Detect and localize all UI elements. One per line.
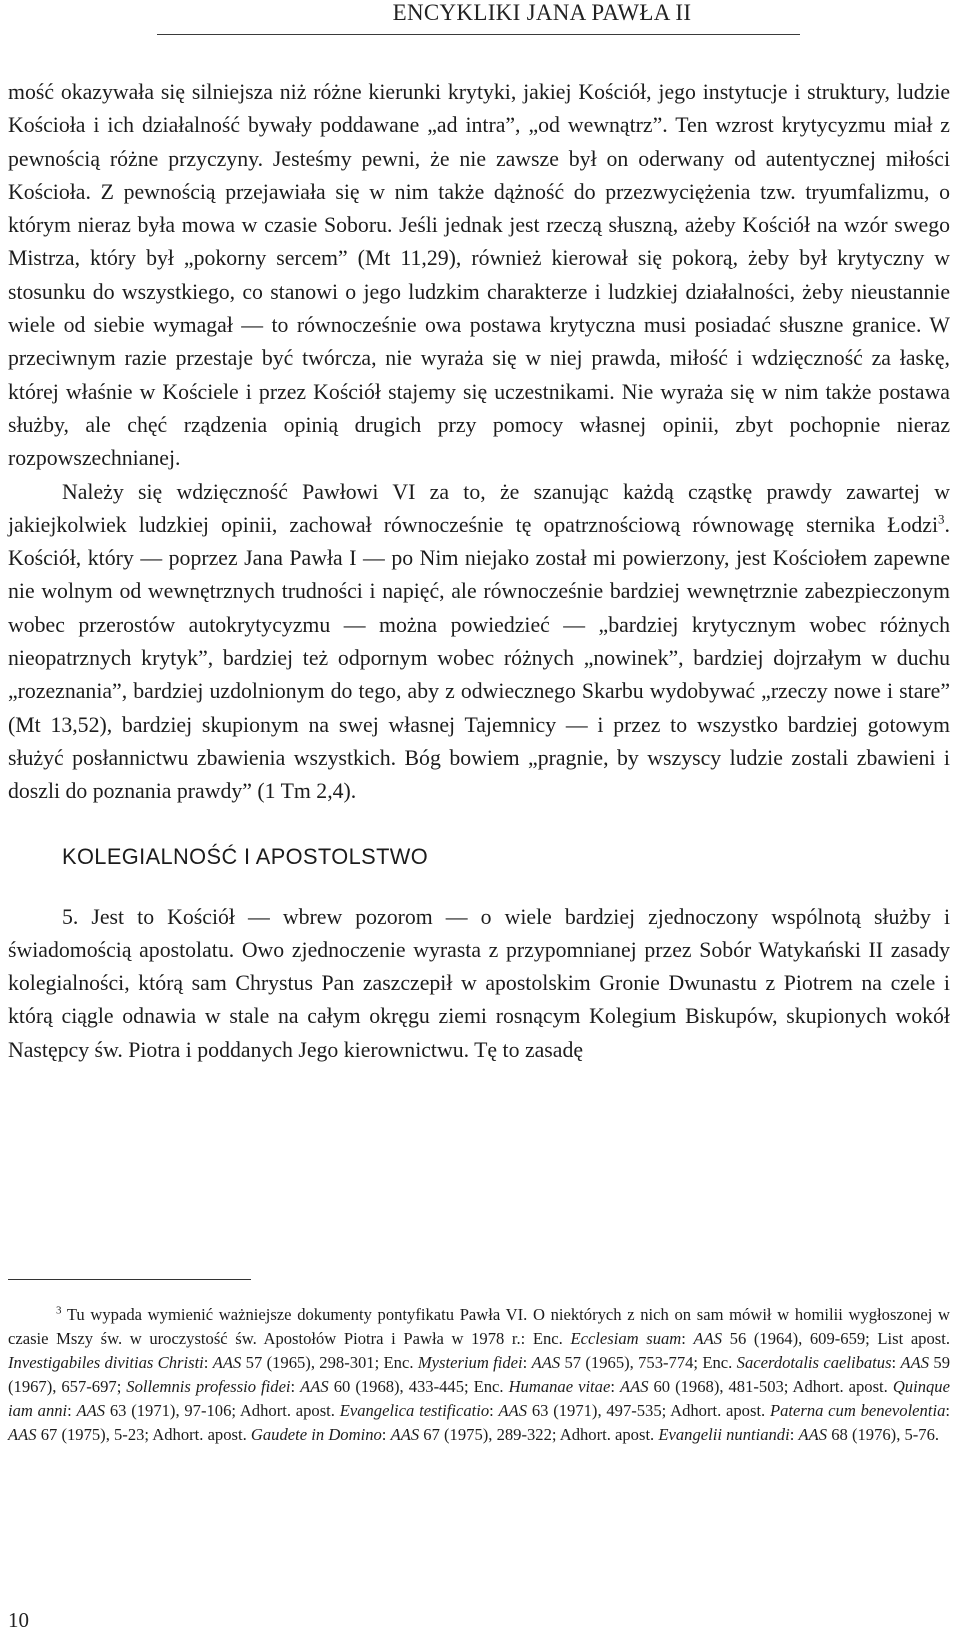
paragraph-2-text-a: Należy się wdzięczność Pawłowi VI za to, że szanując każdą cząstkę prawdy zawartej w jakiejkolwiek ludzkiej opinii, zachował równocześnie tę opatrznościową równowagę sternika Łodzi bbox=[8, 479, 950, 537]
footnote-segment: : bbox=[381, 1425, 391, 1445]
journal-abbrev: AAS bbox=[76, 1401, 106, 1421]
journal-abbrev: AAS bbox=[798, 1425, 828, 1445]
main-text bbox=[8, 76, 950, 1067]
running-head-title: ENCYKLIKI JANA PAWŁA II bbox=[392, 0, 692, 25]
section-heading: KOLEGIALNOŚĆ I APOSTOLSTWO bbox=[62, 843, 429, 869]
document-title: Gaudete in Domino bbox=[250, 1425, 382, 1445]
document-title: Investigabiles divitias Christi bbox=[8, 1353, 204, 1373]
footnote-segment: : bbox=[681, 1329, 694, 1349]
document-title: Evangelii nuntiandi bbox=[658, 1425, 790, 1445]
footnote-segment: 68 (1976), 5-76. bbox=[827, 1425, 940, 1445]
footnote-segment: 63 (1971), 97-106; Adhort. apost. bbox=[105, 1401, 340, 1421]
footnote-text bbox=[8, 1303, 950, 1448]
footnote-segment: : bbox=[203, 1353, 213, 1373]
footnote-separator bbox=[8, 1279, 251, 1280]
journal-abbrev: AAS bbox=[8, 1425, 37, 1445]
journal-abbrev: AAS bbox=[390, 1425, 420, 1445]
body-paragraph-2 bbox=[8, 476, 950, 809]
document-title: Mysterium fidei bbox=[417, 1353, 523, 1373]
footnote-segment: 67 (1975), 289-322; Adhort. apost. bbox=[419, 1425, 659, 1445]
body-paragraph-3: 5. Jest to Kościół — wbrew pozorom — o wiele bardziej zjednoczony wspólnotą służby i świadomością apostolatu. Owo zjednoczenie wyrasta z przypomnianej przez Sobór Watykański II zasady kolegialności, którą sam Chrystus Pan zaszczepił w apostolskim Gronie Dwunastu z Piotrem na czele i którą ciągle odnawia w stale na całym okręgu ziemi rosnącym Kolegium Biskupów, skupionych wokół Następcy św. Piotra i poddanych Jego kierownictwu. Tę to zasadę bbox=[8, 904, 950, 1062]
footnote-segment: 60 (1968), 433-445; Enc. bbox=[328, 1377, 509, 1397]
footnote-number: 3 bbox=[56, 1304, 62, 1317]
journal-abbrev: AAS bbox=[300, 1377, 329, 1397]
footnote-segment: 63 (1971), 497-535; Adhort. apost. bbox=[527, 1401, 770, 1421]
footnote-segment: 67 (1975), 5-23; Adhort. apost. bbox=[36, 1425, 251, 1445]
document-title: Quinque iam anni bbox=[8, 1377, 950, 1421]
document-title: Evangelica testificatio bbox=[339, 1401, 490, 1421]
footnote-segment: : bbox=[522, 1353, 532, 1373]
footnote-reference[interactable]: 3 bbox=[938, 511, 945, 527]
running-head bbox=[0, 0, 960, 44]
journal-abbrev: AAS bbox=[900, 1353, 930, 1373]
document-title: Sollemnis professio fidei bbox=[126, 1377, 291, 1397]
footnote-segment: Tu wypada wymienić ważniejsze dokumenty pontyfikatu Pawła VI. O niektórych z nich on sam mówił w homilii wygłoszonej w czasie Mszy św. w uroczystość św. Apostołów Piotra i Pawła w 1978 r.: Enc. bbox=[8, 1305, 950, 1349]
footnote-segment: 56 (1964), 609-659; List apost. bbox=[722, 1329, 950, 1349]
running-head-rule bbox=[157, 34, 800, 35]
footnote-segment: : bbox=[945, 1401, 950, 1421]
footnote-segment: 60 (1968), 481-503; Adhort. apost. bbox=[648, 1377, 893, 1397]
footnote bbox=[8, 1303, 950, 1448]
footnote-segment: 57 (1965), 753-774; Enc. bbox=[560, 1353, 737, 1373]
footnote-segment: : bbox=[610, 1377, 620, 1397]
footnote-segment: : bbox=[891, 1353, 901, 1373]
footnote-segment: : bbox=[290, 1377, 301, 1397]
journal-abbrev: AAS bbox=[531, 1353, 561, 1373]
footnote-segment: : bbox=[489, 1401, 499, 1421]
journal-abbrev: AAS bbox=[498, 1401, 528, 1421]
footnote-segment: 59 (1967), 657-697; bbox=[8, 1353, 951, 1397]
document-title: Humanae vitae bbox=[508, 1377, 611, 1397]
document-title: Paterna cum benevolentia bbox=[769, 1401, 946, 1421]
journal-abbrev: AAS bbox=[212, 1353, 242, 1373]
footnote-segment: 57 (1965), 298-301; Enc. bbox=[241, 1353, 418, 1373]
journal-abbrev: AAS bbox=[693, 1329, 723, 1349]
document-title: Ecclesiam suam bbox=[570, 1329, 682, 1349]
body-paragraph-1: mość okazywała się silniejsza niż różne kierunki krytyki, jakiej Kościół, jego instytucje i struktury, ludzie Kościoła i ich działalność bywały poddawane „ad intra”, „od wewnątrz”. Ten wzrost krytycyzmu miał z pewnością różne przyczyny. Jesteśmy pewni, że nie zawsze był on oderwany od autentycznej miłości Kościoła. Z pewnością przejawiała się w nim także dążność do przezwyciężenia tzw. tryumfalizmu, o którym nieraz była mowa w czasie Soboru. Jeśli jednak jest rzeczą słuszną, ażeby Kościół na wzór swego Mistrza, który był „pokorny sercem” (Mt 11,29), również kierował się pokorą, żeby był krytyczny w stosunku do wszystkiego, co stanowi o jego ludzkim charakterze i ludzkiej działalności, żeby nieustannie wiele od siebie wymagał — to równocześnie owa postawa krytyczna musi posiadać słuszne granice. W przeciwnym razie przestaje być twórcza, nie wyraża się w niej prawda, miłość i wdzięczność za łaskę, której właśnie w Kościele i przez Kościół stajemy się uczestnikami. Nie wyraża się w nim także postawa służby, ale chęć rządzenia opinią drugich przy pomocy własnej opinii, zbyt pochopnie nieraz rozpowszechnianej. bbox=[8, 80, 950, 471]
page-number: 10 bbox=[8, 1608, 29, 1632]
footnote-segment: : bbox=[67, 1401, 77, 1421]
document-title: Sacerdotalis caelibatus bbox=[736, 1353, 892, 1373]
footnote-segment: : bbox=[789, 1425, 799, 1445]
paragraph-2-text-b: . Kościół, który — poprzez Jana Pawła I — po Nim niejako został mi powierzony, jest Kościołem zapewne nie wolnym od wewnętrznych trudności i napięć, ale równocześnie bardziej wewnętrznie zabezpieczonym wobec przerostów autokrytycyzmu — można powiedzieć — „bardziej krytycznym wobec różnych nieopatrznych krytyk”, bardziej też odpornym wobec różnych „nowinek”, bardziej dojrzałym w duchu „rozeznania”, bardziej uzdolnionym do tego, aby z odwiecznego Skarbu wydobywać „rzeczy nowe i stare” (Mt 13,52), bardziej skupionym na swej własnej Tajemnicy — i przez to wszystko bardziej gotowym służyć posłannictwu zbawienia wszystkich. Bóg bowiem „pragnie, by wszyscy ludzie zostali zbawieni i doszli do poznania prawdy” (1 Tm 2,4). bbox=[8, 512, 950, 804]
journal-abbrev: AAS bbox=[619, 1377, 649, 1397]
